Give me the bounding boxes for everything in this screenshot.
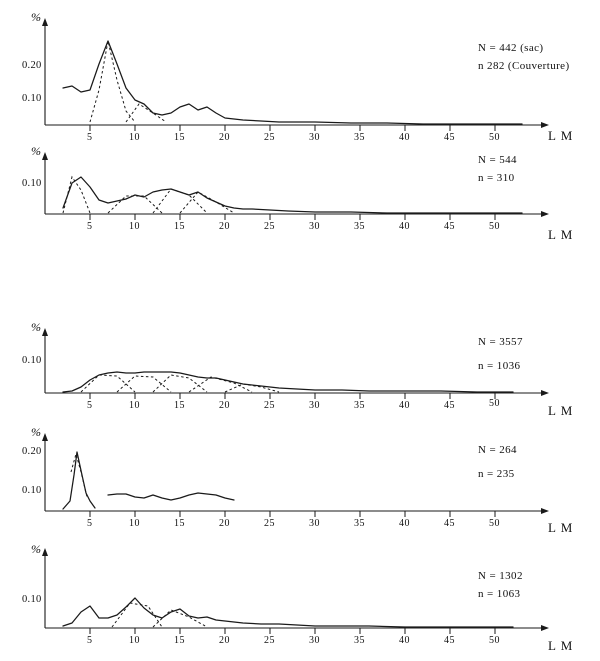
panel-1-x-tick-7: 40 <box>399 132 410 143</box>
panel-5-x-tick-6: 35 <box>354 635 365 646</box>
panel-2-x-tick-8: 45 <box>444 221 455 232</box>
panel-4-x-tick-1: 10 <box>129 518 140 529</box>
panel-4-x-tick-6: 35 <box>354 518 365 529</box>
panel-5-x-tick-8: 45 <box>444 635 455 646</box>
panel-2-x-tick-9: 50 <box>489 221 500 232</box>
panel-4-annotation-1: n = 235 <box>478 468 515 480</box>
panel-5-x-tick-3: 20 <box>219 635 230 646</box>
chart-panel-5 <box>0 538 600 658</box>
panel-3-x-tick-2: 15 <box>174 400 185 411</box>
panel-1-annotation-1: n 282 (Couverture) <box>478 60 570 72</box>
panel-5-x-tick-9: 50 <box>489 635 500 646</box>
panel-5-x-tick-7: 40 <box>399 635 410 646</box>
panel-2-x-tick-5: 30 <box>309 221 320 232</box>
panel-1-y-tick-0: 0.20 <box>22 60 42 71</box>
panel-4-x-tick-7: 40 <box>399 518 410 529</box>
panel-4-x-tick-4: 25 <box>264 518 275 529</box>
panel-4-x-tick-2: 15 <box>174 518 185 529</box>
panel-4-x-tick-0: 5 <box>87 518 93 529</box>
panel-3-x-unit-label: L M <box>548 403 574 418</box>
panel-1-x-tick-3: 20 <box>219 132 230 143</box>
panel-4-x-tick-3: 20 <box>219 518 230 529</box>
panel-1-x-tick-5: 30 <box>309 132 320 143</box>
panel-4-y-tick-0: 0.20 <box>22 446 42 457</box>
panel-5-y-tick-0: 0.10 <box>22 594 42 605</box>
panel-4-x-tick-8: 45 <box>444 518 455 529</box>
panel-3-x-tick-5: 30 <box>309 400 320 411</box>
chart-panel-1 <box>0 8 600 143</box>
panel-5-annotation-0: N = 1302 <box>478 570 523 582</box>
panel-2-y-tick-0: 0.10 <box>22 178 42 189</box>
panel-1-plot <box>0 8 600 138</box>
panel-5-x-tick-5: 30 <box>309 635 320 646</box>
panel-2-x-tick-1: 10 <box>129 221 140 232</box>
panel-1-y-tick-1: 0.10 <box>22 93 42 104</box>
panel-5-annotation-1: n = 1063 <box>478 588 521 600</box>
panel-3-x-tick-9: 50 <box>489 398 500 409</box>
panel-2-annotation-0: N = 544 <box>478 154 517 166</box>
panel-2-x-tick-0: 5 <box>87 221 93 232</box>
panel-3-y-axis-label: % <box>31 320 42 334</box>
panel-2-x-tick-2: 15 <box>174 221 185 232</box>
panel-1-x-unit-label: L M <box>548 128 574 143</box>
panel-2-x-unit-label: L M <box>548 227 574 242</box>
panel-1-x-tick-2: 15 <box>174 132 185 143</box>
panel-4-x-unit-label: L M <box>548 520 574 535</box>
panel-2-x-tick-4: 25 <box>264 221 275 232</box>
panel-5-x-tick-2: 15 <box>174 635 185 646</box>
panel-1-x-tick-6: 35 <box>354 132 365 143</box>
panel-5-y-axis-label: % <box>31 542 42 556</box>
panel-3-x-tick-7: 40 <box>399 400 410 411</box>
panel-2-x-tick-3: 20 <box>219 221 230 232</box>
panel-3-x-tick-3: 20 <box>219 400 230 411</box>
panel-1-x-tick-9: 50 <box>489 132 500 143</box>
panel-4-y-axis-label: % <box>31 425 42 439</box>
panel-4-x-tick-5: 30 <box>309 518 320 529</box>
panel-3-x-tick-1: 10 <box>129 400 140 411</box>
panel-1-annotation-0: N = 442 (sac) <box>478 42 544 54</box>
panel-2-y-axis-label: % <box>31 144 42 158</box>
chart-panel-2 <box>0 140 600 260</box>
panel-3-annotation-0: N = 3557 <box>478 336 523 348</box>
panel-3-y-tick-0: 0.10 <box>22 355 42 366</box>
panel-4-annotation-0: N = 264 <box>478 444 517 456</box>
chart-panel-4 <box>0 425 600 540</box>
panel-5-x-tick-0: 5 <box>87 635 93 646</box>
panel-1-x-tick-4: 25 <box>264 132 275 143</box>
panel-5-x-tick-4: 25 <box>264 635 275 646</box>
panel-1-x-tick-0: 5 <box>87 132 93 143</box>
chart-panel-3 <box>0 318 600 428</box>
panel-3-x-tick-0: 5 <box>87 400 93 411</box>
panel-3-annotation-1: n = 1036 <box>478 360 521 372</box>
panel-2-x-tick-7: 40 <box>399 221 410 232</box>
panel-3-x-tick-4: 25 <box>264 400 275 411</box>
panel-2-annotation-1: n = 310 <box>478 172 515 184</box>
panel-1-y-axis-label: % <box>31 10 42 24</box>
panel-2-x-tick-6: 35 <box>354 221 365 232</box>
panel-1-x-tick-1: 10 <box>129 132 140 143</box>
panel-1-x-tick-8: 45 <box>444 132 455 143</box>
panel-5-x-unit-label: L M <box>548 638 574 653</box>
panel-4-x-tick-9: 50 <box>489 518 500 529</box>
panel-5-x-tick-1: 10 <box>129 635 140 646</box>
panel-4-y-tick-1: 0.10 <box>22 485 42 496</box>
panel-3-x-tick-8: 45 <box>444 400 455 411</box>
panel-3-x-tick-6: 35 <box>354 400 365 411</box>
